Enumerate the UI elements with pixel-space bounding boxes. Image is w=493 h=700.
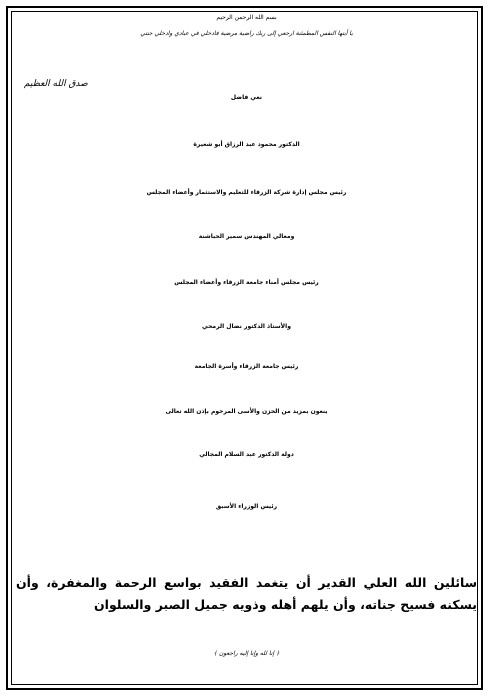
mourner-name-1: الدكتور محمود عبد الرزاق أبو شعيرة: [193, 141, 300, 148]
mourner-role-2: رئيس مجلس أمناء جامعة الزرقاء وأعضاء المجلس: [174, 279, 319, 286]
quran-verse-calligraphy: يا أيتها النفس المطمئنة ارجعي إلى ربك راضية مرضية فادخلي في عبادي وادخلي جنتي: [140, 30, 353, 37]
mourner-role-3: رئيس جامعة الزرقاء وأسرة الجامعة: [194, 363, 299, 370]
closing-verse: ﴿ إنا لله وإنا إليه راجعون ﴾: [213, 650, 280, 657]
deceased-title: رئيس الوزراء الأسبق: [215, 503, 278, 510]
notice-intro: نعي فاضل: [230, 94, 263, 101]
mourner-name-3: والأستاذ الدكتور نضال الرمحي: [202, 323, 291, 330]
deceased-name: دولة الدكتور عبد السلام المجالي: [199, 451, 294, 458]
verse-source: صدق الله العظيم: [24, 79, 88, 89]
mourning-line: ينعون بمزيد من الحزن والأسى المرحوم بإذن الله تعالى: [165, 408, 328, 415]
mourner-role-1: رئيس مجلس إدارة شركة الزرقاء للتعليم والاستثمار وأعضاء المجلس: [146, 189, 347, 196]
basmala: بسم الله الرحمن الرحيم: [216, 14, 277, 21]
prayer-text: سائلين الله العلي القدير أن يتغمد الفقيد بواسع الرحمة والمغفرة، وأن يسكنه فسيح جناته، وأن يلهم أهله وذويه جميل الصبر والسلوان: [16, 575, 477, 612]
mourner-name-2: ومعالي المهندس سمير الحباشنة: [198, 233, 295, 240]
